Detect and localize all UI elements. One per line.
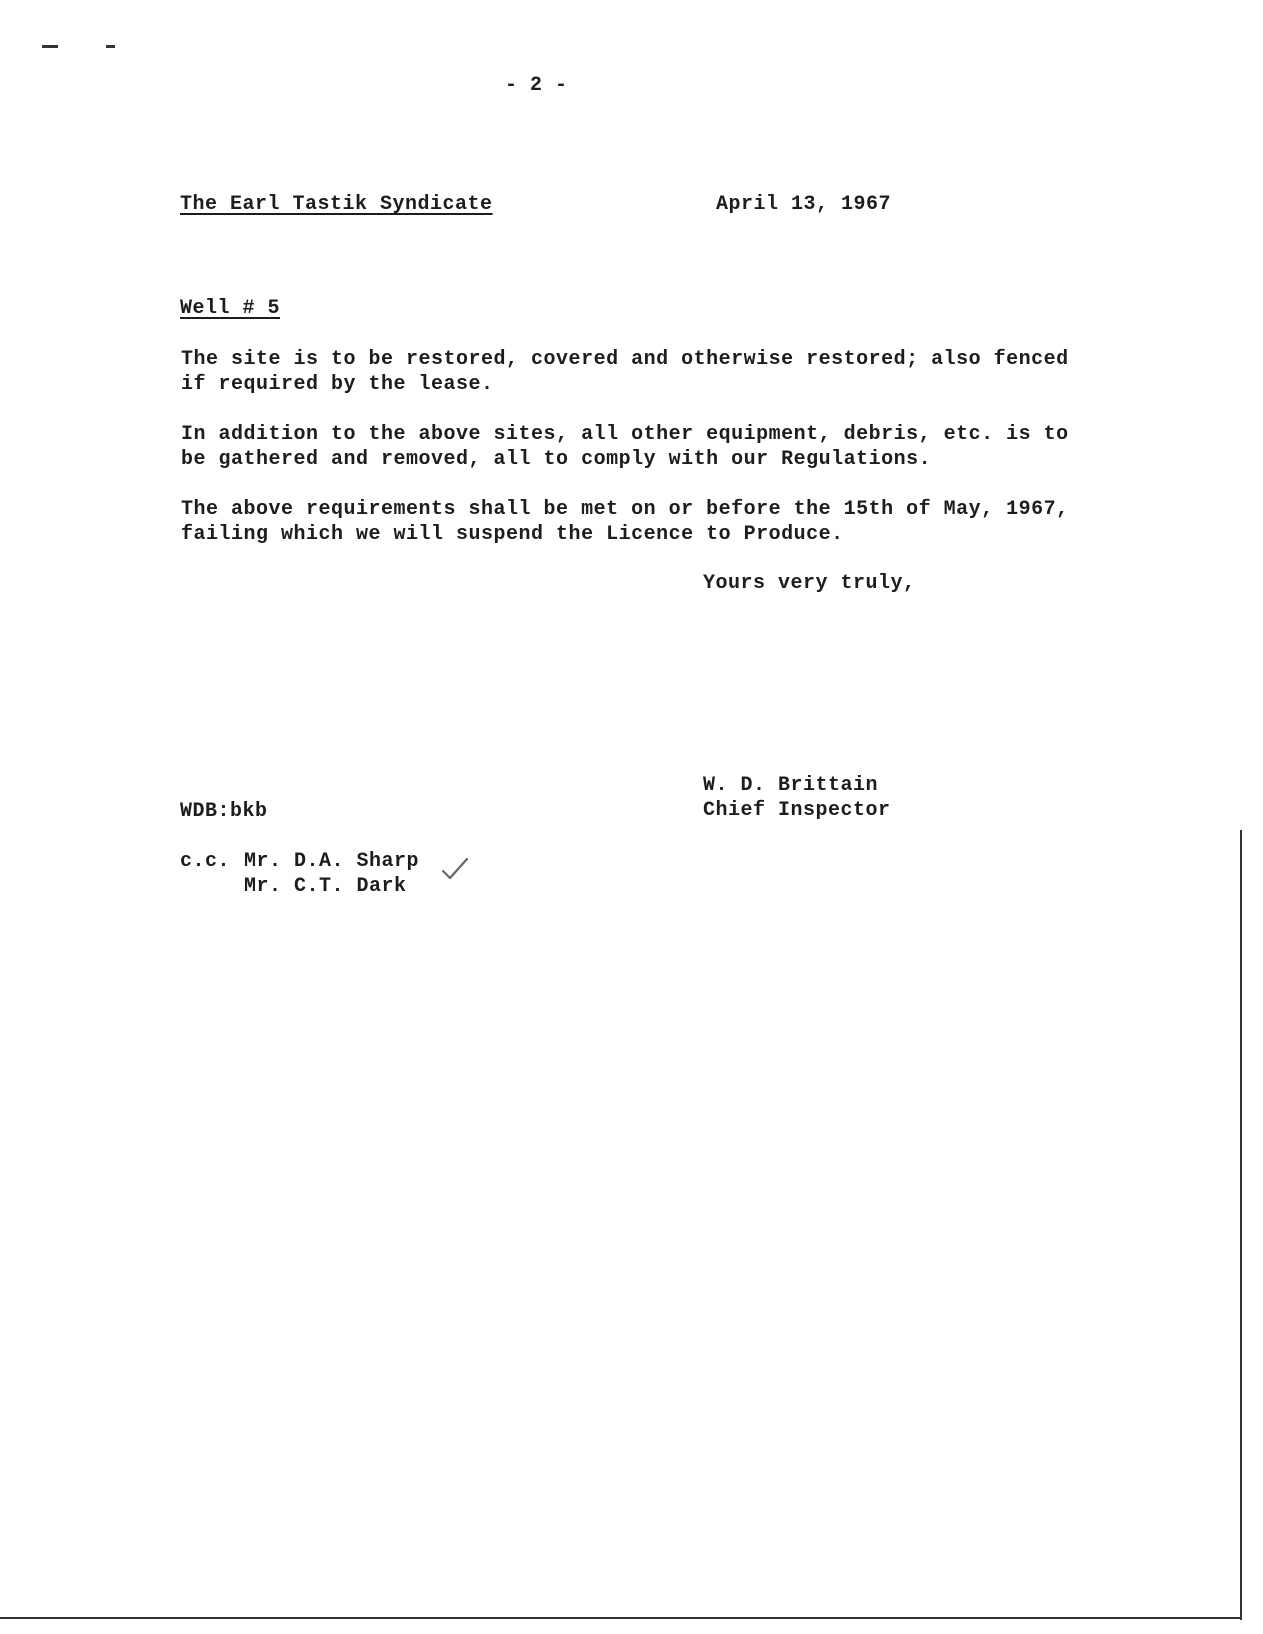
- cc-recipient: Mr. C.T. Dark: [244, 875, 407, 898]
- paragraph: [181, 347, 1069, 397]
- paragraph-line: if required by the lease.: [181, 373, 494, 396]
- scan-edge: [0, 1617, 1242, 1619]
- paragraph-line: failing which we will suspend the Licence to Produce.: [181, 523, 844, 546]
- cc-label: c.c.: [180, 850, 231, 873]
- signer-name: W. D. Brittain: [703, 774, 879, 797]
- reference-initials: WDB:bkb: [180, 800, 268, 823]
- paragraph: [181, 497, 1069, 547]
- signer-title: Chief Inspector: [703, 799, 891, 822]
- paragraph-line: In addition to the above sites, all other equipment, debris, etc. is to: [181, 423, 1069, 446]
- paragraph: [181, 422, 1069, 472]
- section-heading: Well # 5: [180, 297, 281, 320]
- paragraph-line: The above requirements shall be met on or before the 15th of May, 1967,: [181, 498, 1069, 521]
- recipient-heading: The Earl Tastik Syndicate: [180, 193, 493, 216]
- page-number: - 2 -: [505, 74, 568, 97]
- scan-edge: [1240, 830, 1242, 1620]
- paragraph-line: The site is to be restored, covered and otherwise restored; also fenced: [181, 348, 1069, 371]
- closing: Yours very truly,: [703, 572, 916, 595]
- checkmark-icon: [440, 856, 470, 882]
- letter-date: April 13, 1967: [716, 193, 892, 216]
- paragraph-line: be gathered and removed, all to comply with our Regulations.: [181, 448, 932, 471]
- scan-mark: [42, 45, 58, 48]
- cc-recipient: Mr. D.A. Sharp: [244, 850, 420, 873]
- scan-mark: [106, 45, 115, 48]
